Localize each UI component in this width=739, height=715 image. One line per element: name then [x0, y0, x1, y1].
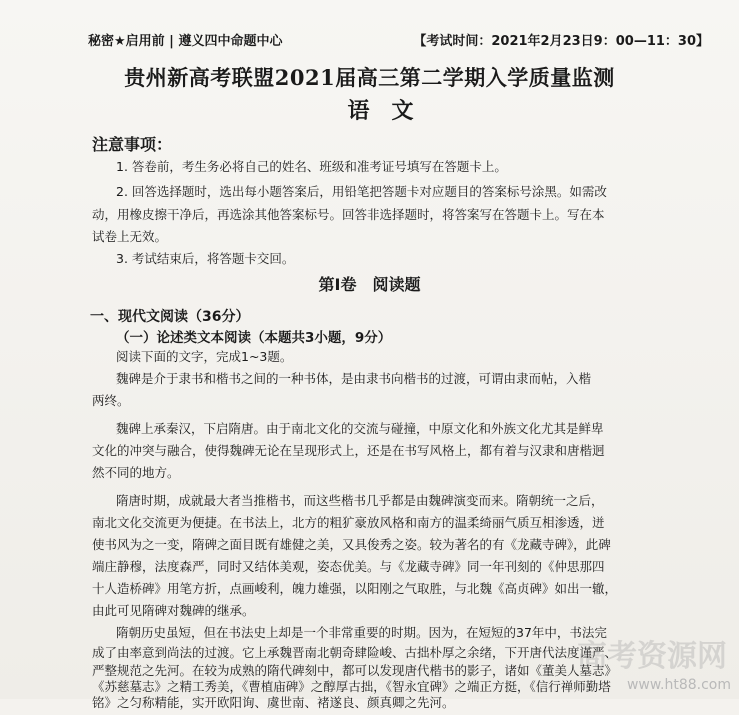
passage-line: 《苏慈墓志》之精工秀美，《曹植庙碑》之醇厚古拙，《智永宜碑》之端正方挺，《信行禅师勤塔: [92, 679, 611, 694]
passage-line: 使书风为之一变，隋碑之面目既有雄健之美，又具俊秀之姿。较为著名的有《龙藏寺碑》，此碑: [92, 537, 611, 552]
passage-line: 由此可见隋碑对魏碑的继承。: [92, 603, 255, 618]
notice-heading: 注意事项：: [92, 135, 173, 154]
reading-instruction: 阅读下面的文字，完成1~3题。: [116, 349, 293, 364]
passage-line: 严整规范之先河。在较为成熟的隋代碑刻中，都可以发现唐代楷书的影子，诸如《董美人墓志》: [92, 663, 618, 678]
passage-line: 南北文化交流更为便捷。在书法上，北方的粗犷豪放风格和南方的温柔绮丽气质互相渗透，迸: [92, 515, 605, 530]
notice-item: 试卷上无效。: [92, 229, 168, 244]
header-line: [88, 30, 709, 49]
notice-item: 动，用橡皮擦干净后，再选涂其他答案标号。回答非选择题时，将答案写在答题卡上。写在本: [92, 207, 605, 222]
part-heading: 一、现代文阅读（36分）: [90, 309, 250, 325]
passage-line: 隋唐时期，成就最大者当推楷书，而这些楷书几乎都是由魏碑演变而来。隋朝统一之后，: [116, 493, 604, 508]
subpart-heading: （一）论述类文本阅读（本题共3小题，9分）: [116, 330, 392, 346]
watermark-url: www.ht88.com: [626, 677, 731, 693]
passage-line: 魏碑上承秦汉，下启隋唐。由于南北文化的交流与碰撞，中原文化和外族文化尤其是鲜卑: [116, 421, 604, 436]
section-title: 第Ⅰ卷 阅读题: [318, 275, 421, 294]
passage-line: 铭》之匀称精能，实开欧阳询、虞世南、褚遂良、颜真卿之先河。: [92, 695, 455, 710]
passage-line: 成了由率意到尚法的过渡。它上承魏晋南北朝奇肆险峻、古拙朴厚之余绪，下开唐代法度谨严、: [92, 645, 618, 660]
exam-title: 贵州新高考联盟2021届高三第二学期入学质量监测: [124, 65, 615, 90]
header-left: 秘密★启用前 | 遵义四中命题中心: [88, 34, 283, 49]
passage-line: 然不同的地方。: [92, 465, 180, 480]
passage-line: 魏碑是介于隶书和楷书之间的一种书体，是由隶书向楷书的过渡，可谓由隶而帖，入楷: [116, 371, 592, 386]
watermark-logo: 高考资源网: [577, 639, 727, 674]
passage-line: 文化的冲突与融合，使得魏碑无论在呈现形式上，还是在书写风格上，都有着与汉隶和唐楷迥: [92, 443, 605, 458]
passage-line: 十人造桥碑》用笔方折，点画峻利，魄力雄强，以阳刚之气取胜，与北魏《高贞碑》如出一辙，: [92, 581, 618, 596]
passage-line: 两终。: [92, 393, 130, 408]
exam-subject: 语文: [347, 98, 436, 124]
notice-item: 2. 回答选择题时，选出每小题答案后，用铅笔把答题卡对应题目的答案标号涂黑。如需改: [116, 184, 607, 199]
notice-item: 3. 考试结束后，将答题卡交回。: [116, 251, 295, 266]
notice-item: 1. 答卷前，考生务必将自己的姓名、班级和准考证号填写在答题卡上。: [116, 159, 507, 174]
passage-line: 端庄静穆，法度森严，同时又结体美观，姿态优美。与《龙藏寺碑》同一年刊刻的《仲思那四: [92, 559, 605, 574]
passage-line: 隋朝历史虽短，但在书法史上却是一个非常重要的时期。因为，在短短的37年中，书法完: [116, 625, 607, 640]
header-exam-time: 【考试时间：2021年2月23日9：00—11：30】: [413, 34, 709, 49]
